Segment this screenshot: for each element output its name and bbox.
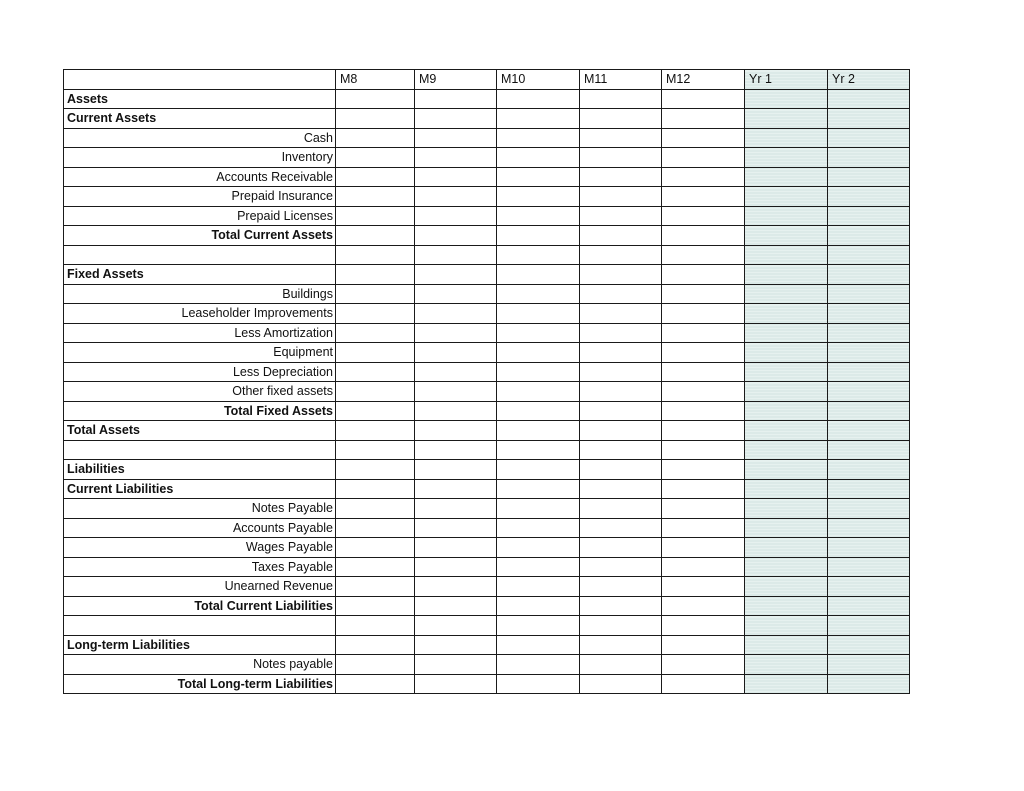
value-cell-yr-2[interactable] (828, 460, 910, 480)
value-cell-yr-1[interactable] (745, 402, 828, 421)
value-cell-m12[interactable] (662, 207, 745, 226)
value-cell-yr-2[interactable] (828, 538, 910, 558)
value-cell-m9[interactable] (415, 363, 497, 382)
value-cell-m10[interactable] (497, 441, 580, 460)
value-cell-m11[interactable] (580, 187, 662, 207)
row-label-notes-payable[interactable]: Notes payable (64, 655, 336, 675)
value-cell-yr-2[interactable] (828, 519, 910, 538)
value-cell-m12[interactable] (662, 480, 745, 499)
value-cell-m9[interactable] (415, 324, 497, 343)
table-row (64, 538, 910, 558)
value-cell-m10[interactable] (497, 382, 580, 402)
value-cell-m9[interactable] (415, 187, 497, 207)
row-label-prepaid-licenses[interactable]: Prepaid Licenses (64, 207, 336, 226)
value-cell-m9[interactable] (415, 285, 497, 304)
table-row (64, 421, 910, 441)
row-label-other-fixed-assets[interactable]: Other fixed assets (64, 382, 336, 402)
value-cell-yr-1[interactable] (745, 304, 828, 324)
value-cell-m11[interactable] (580, 519, 662, 538)
value-cell-yr-1[interactable] (745, 129, 828, 148)
value-cell-yr-2[interactable] (828, 246, 910, 265)
value-cell-yr-2[interactable] (828, 402, 910, 421)
value-cell-yr-1[interactable] (745, 324, 828, 343)
value-cell-m9[interactable] (415, 616, 497, 636)
value-cell-m11[interactable] (580, 129, 662, 148)
value-cell-m8[interactable] (336, 538, 415, 558)
row-label-total-fixed-assets[interactable]: Total Fixed Assets (64, 402, 336, 421)
value-cell-m11[interactable] (580, 441, 662, 460)
value-cell-m8[interactable] (336, 558, 415, 577)
value-cell-yr-1[interactable] (745, 636, 828, 655)
value-cell-m8[interactable] (336, 460, 415, 480)
table-row (64, 148, 910, 168)
value-cell-yr-2[interactable] (828, 90, 910, 109)
value-cell-yr-1[interactable] (745, 148, 828, 168)
value-cell-yr-2[interactable] (828, 343, 910, 363)
value-cell-m9[interactable] (415, 577, 497, 597)
row-label-empty[interactable] (64, 246, 336, 265)
value-cell-yr-2[interactable] (828, 597, 910, 616)
row-label-fixed-assets[interactable]: Fixed Assets (64, 265, 336, 285)
row-label-less-amortization[interactable]: Less Amortization (64, 324, 336, 343)
value-cell-m9[interactable] (415, 597, 497, 616)
table-row (64, 460, 910, 480)
value-cell-yr-1[interactable] (745, 538, 828, 558)
value-cell-m12[interactable] (662, 226, 745, 246)
row-label-wages-payable[interactable]: Wages Payable (64, 538, 336, 558)
value-cell-m8[interactable] (336, 304, 415, 324)
table-row (64, 90, 910, 109)
table-row (64, 499, 910, 519)
table-row (64, 324, 910, 343)
table-row (64, 343, 910, 363)
table-row (64, 480, 910, 499)
table-row (64, 226, 910, 246)
value-cell-m10[interactable] (497, 636, 580, 655)
row-label-empty[interactable] (64, 616, 336, 636)
value-cell-yr-2[interactable] (828, 577, 910, 597)
row-label-liabilities[interactable]: Liabilities (64, 460, 336, 480)
row-label-current-assets[interactable]: Current Assets (64, 109, 336, 129)
value-cell-m9[interactable] (415, 441, 497, 460)
column-header-m12[interactable]: M12 (662, 70, 745, 90)
value-cell-m9[interactable] (415, 558, 497, 577)
header-row (64, 70, 910, 90)
value-cell-yr-2[interactable] (828, 363, 910, 382)
value-cell-m10[interactable] (497, 207, 580, 226)
value-cell-yr-2[interactable] (828, 655, 910, 675)
value-cell-m9[interactable] (415, 402, 497, 421)
value-cell-m12[interactable] (662, 304, 745, 324)
value-cell-m8[interactable] (336, 285, 415, 304)
value-cell-m11[interactable] (580, 499, 662, 519)
value-cell-m11[interactable] (580, 402, 662, 421)
column-header-yr-2[interactable]: Yr 2 (828, 70, 910, 90)
value-cell-m10[interactable] (497, 148, 580, 168)
value-cell-m12[interactable] (662, 460, 745, 480)
value-cell-yr-2[interactable] (828, 441, 910, 460)
row-label-total-current-liabilities[interactable]: Total Current Liabilities (64, 597, 336, 616)
value-cell-m11[interactable] (580, 285, 662, 304)
value-cell-m12[interactable] (662, 265, 745, 285)
value-cell-m10[interactable] (497, 304, 580, 324)
value-cell-m10[interactable] (497, 109, 580, 129)
value-cell-m11[interactable] (580, 636, 662, 655)
value-cell-m10[interactable] (497, 246, 580, 265)
value-cell-yr-2[interactable] (828, 480, 910, 499)
value-cell-m9[interactable] (415, 304, 497, 324)
value-cell-yr-1[interactable] (745, 558, 828, 577)
value-cell-m11[interactable] (580, 324, 662, 343)
value-cell-m11[interactable] (580, 597, 662, 616)
value-cell-m9[interactable] (415, 226, 497, 246)
table-row (64, 519, 910, 538)
value-cell-yr-1[interactable] (745, 168, 828, 187)
value-cell-m8[interactable] (336, 90, 415, 109)
value-cell-m9[interactable] (415, 421, 497, 441)
value-cell-yr-2[interactable] (828, 187, 910, 207)
table-row (64, 363, 910, 382)
value-cell-m12[interactable] (662, 421, 745, 441)
value-cell-m11[interactable] (580, 148, 662, 168)
value-cell-m12[interactable] (662, 324, 745, 343)
value-cell-m12[interactable] (662, 109, 745, 129)
value-cell-m10[interactable] (497, 324, 580, 343)
value-cell-m11[interactable] (580, 538, 662, 558)
value-cell-m8[interactable] (336, 343, 415, 363)
table-row (64, 441, 910, 460)
value-cell-m12[interactable] (662, 519, 745, 538)
value-cell-m12[interactable] (662, 363, 745, 382)
value-cell-m8[interactable] (336, 402, 415, 421)
value-cell-m9[interactable] (415, 168, 497, 187)
value-cell-m10[interactable] (497, 538, 580, 558)
value-cell-m8[interactable] (336, 675, 415, 694)
value-cell-m10[interactable] (497, 129, 580, 148)
value-cell-m12[interactable] (662, 616, 745, 636)
value-cell-m9[interactable] (415, 636, 497, 655)
value-cell-yr-1[interactable] (745, 382, 828, 402)
value-cell-m10[interactable] (497, 168, 580, 187)
value-cell-yr-1[interactable] (745, 246, 828, 265)
value-cell-m10[interactable] (497, 597, 580, 616)
value-cell-m8[interactable] (336, 597, 415, 616)
value-cell-m10[interactable] (497, 187, 580, 207)
row-label-total-current-assets[interactable]: Total Current Assets (64, 226, 336, 246)
table-row (64, 597, 910, 616)
row-label-empty[interactable] (64, 441, 336, 460)
row-label-inventory[interactable]: Inventory (64, 148, 336, 168)
row-label-current-liabilities[interactable]: Current Liabilities (64, 480, 336, 499)
value-cell-m11[interactable] (580, 421, 662, 441)
value-cell-m8[interactable] (336, 441, 415, 460)
column-header-m8[interactable]: M8 (336, 70, 415, 90)
column-header-m9[interactable]: M9 (415, 70, 497, 90)
value-cell-yr-2[interactable] (828, 226, 910, 246)
value-cell-m11[interactable] (580, 480, 662, 499)
value-cell-yr-1[interactable] (745, 460, 828, 480)
value-cell-yr-2[interactable] (828, 324, 910, 343)
row-label-accounts-payable[interactable]: Accounts Payable (64, 519, 336, 538)
value-cell-m10[interactable] (497, 265, 580, 285)
value-cell-m12[interactable] (662, 343, 745, 363)
table-row (64, 558, 910, 577)
row-label-assets[interactable]: Assets (64, 90, 336, 109)
row-label-cash[interactable]: Cash (64, 129, 336, 148)
value-cell-m9[interactable] (415, 382, 497, 402)
table-row (64, 129, 910, 148)
table-row (64, 265, 910, 285)
value-cell-yr-1[interactable] (745, 207, 828, 226)
value-cell-yr-2[interactable] (828, 168, 910, 187)
value-cell-m8[interactable] (336, 168, 415, 187)
value-cell-m11[interactable] (580, 246, 662, 265)
value-cell-m12[interactable] (662, 168, 745, 187)
value-cell-yr-2[interactable] (828, 636, 910, 655)
value-cell-m11[interactable] (580, 616, 662, 636)
value-cell-m10[interactable] (497, 558, 580, 577)
table-row (64, 109, 910, 129)
table-row (64, 246, 910, 265)
value-cell-yr-1[interactable] (745, 655, 828, 675)
value-cell-yr-2[interactable] (828, 558, 910, 577)
row-label-total-assets[interactable]: Total Assets (64, 421, 336, 441)
value-cell-yr-1[interactable] (745, 480, 828, 499)
value-cell-m8[interactable] (336, 324, 415, 343)
value-cell-yr-2[interactable] (828, 265, 910, 285)
row-label-total-long-term-liabilities[interactable]: Total Long-term Liabilities (64, 675, 336, 694)
value-cell-m12[interactable] (662, 246, 745, 265)
value-cell-m10[interactable] (497, 421, 580, 441)
row-label-taxes-payable[interactable]: Taxes Payable (64, 558, 336, 577)
value-cell-m9[interactable] (415, 343, 497, 363)
value-cell-yr-1[interactable] (745, 616, 828, 636)
value-cell-m8[interactable] (336, 480, 415, 499)
table-row (64, 285, 910, 304)
value-cell-m9[interactable] (415, 129, 497, 148)
value-cell-m8[interactable] (336, 109, 415, 129)
value-cell-yr-2[interactable] (828, 675, 910, 694)
value-cell-m9[interactable] (415, 460, 497, 480)
value-cell-m8[interactable] (336, 499, 415, 519)
column-header-m10[interactable]: M10 (497, 70, 580, 90)
value-cell-yr-2[interactable] (828, 285, 910, 304)
value-cell-m9[interactable] (415, 148, 497, 168)
header-corner-cell[interactable] (64, 70, 336, 90)
value-cell-m10[interactable] (497, 90, 580, 109)
value-cell-m9[interactable] (415, 675, 497, 694)
table-row (64, 577, 910, 597)
value-cell-m8[interactable] (336, 129, 415, 148)
value-cell-m8[interactable] (336, 187, 415, 207)
value-cell-m9[interactable] (415, 499, 497, 519)
value-cell-yr-1[interactable] (745, 187, 828, 207)
value-cell-m11[interactable] (580, 343, 662, 363)
value-cell-m8[interactable] (336, 148, 415, 168)
value-cell-m11[interactable] (580, 304, 662, 324)
value-cell-m12[interactable] (662, 129, 745, 148)
value-cell-yr-1[interactable] (745, 343, 828, 363)
value-cell-m12[interactable] (662, 402, 745, 421)
value-cell-m9[interactable] (415, 480, 497, 499)
value-cell-m10[interactable] (497, 480, 580, 499)
column-header-m11[interactable]: M11 (580, 70, 662, 90)
value-cell-m11[interactable] (580, 109, 662, 129)
value-cell-m11[interactable] (580, 363, 662, 382)
value-cell-m10[interactable] (497, 285, 580, 304)
balance-sheet-table (63, 69, 910, 694)
value-cell-m10[interactable] (497, 499, 580, 519)
value-cell-m10[interactable] (497, 343, 580, 363)
value-cell-yr-2[interactable] (828, 304, 910, 324)
value-cell-m11[interactable] (580, 226, 662, 246)
value-cell-m10[interactable] (497, 675, 580, 694)
value-cell-m12[interactable] (662, 499, 745, 519)
value-cell-m12[interactable] (662, 577, 745, 597)
value-cell-m11[interactable] (580, 558, 662, 577)
value-cell-m8[interactable] (336, 246, 415, 265)
value-cell-m11[interactable] (580, 655, 662, 675)
value-cell-m9[interactable] (415, 246, 497, 265)
value-cell-m10[interactable] (497, 402, 580, 421)
value-cell-yr-2[interactable] (828, 382, 910, 402)
value-cell-m12[interactable] (662, 655, 745, 675)
value-cell-m12[interactable] (662, 538, 745, 558)
row-label-prepaid-insurance[interactable]: Prepaid Insurance (64, 187, 336, 207)
table-row (64, 207, 910, 226)
value-cell-m8[interactable] (336, 226, 415, 246)
value-cell-m10[interactable] (497, 577, 580, 597)
value-cell-m8[interactable] (336, 207, 415, 226)
value-cell-m12[interactable] (662, 636, 745, 655)
value-cell-yr-1[interactable] (745, 499, 828, 519)
value-cell-yr-1[interactable] (745, 441, 828, 460)
value-cell-m8[interactable] (336, 421, 415, 441)
row-label-equipment[interactable]: Equipment (64, 343, 336, 363)
table-row (64, 616, 910, 636)
table-row (64, 187, 910, 207)
value-cell-m11[interactable] (580, 207, 662, 226)
value-cell-m12[interactable] (662, 441, 745, 460)
value-cell-m8[interactable] (336, 363, 415, 382)
value-cell-yr-1[interactable] (745, 363, 828, 382)
value-cell-m11[interactable] (580, 460, 662, 480)
table-row (64, 304, 910, 324)
value-cell-m8[interactable] (336, 636, 415, 655)
value-cell-yr-1[interactable] (745, 519, 828, 538)
value-cell-yr-1[interactable] (745, 109, 828, 129)
value-cell-m11[interactable] (580, 577, 662, 597)
value-cell-m12[interactable] (662, 382, 745, 402)
value-cell-yr-2[interactable] (828, 207, 910, 226)
value-cell-yr-2[interactable] (828, 148, 910, 168)
value-cell-yr-1[interactable] (745, 597, 828, 616)
value-cell-m12[interactable] (662, 675, 745, 694)
value-cell-m10[interactable] (497, 616, 580, 636)
table-row (64, 636, 910, 655)
value-cell-m8[interactable] (336, 519, 415, 538)
value-cell-m12[interactable] (662, 597, 745, 616)
value-cell-m10[interactable] (497, 519, 580, 538)
column-header-yr-1[interactable]: Yr 1 (745, 70, 828, 90)
value-cell-m11[interactable] (580, 168, 662, 187)
value-cell-yr-2[interactable] (828, 129, 910, 148)
row-label-buildings[interactable]: Buildings (64, 285, 336, 304)
value-cell-m11[interactable] (580, 382, 662, 402)
value-cell-yr-1[interactable] (745, 90, 828, 109)
value-cell-m9[interactable] (415, 519, 497, 538)
value-cell-m9[interactable] (415, 538, 497, 558)
row-label-long-term-liabilities[interactable]: Long-term Liabilities (64, 636, 336, 655)
row-label-notes-payable[interactable]: Notes Payable (64, 499, 336, 519)
value-cell-m12[interactable] (662, 285, 745, 304)
value-cell-m11[interactable] (580, 675, 662, 694)
value-cell-m9[interactable] (415, 207, 497, 226)
value-cell-yr-1[interactable] (745, 265, 828, 285)
value-cell-m12[interactable] (662, 187, 745, 207)
value-cell-m9[interactable] (415, 655, 497, 675)
value-cell-m8[interactable] (336, 265, 415, 285)
row-label-unearned-revenue[interactable]: Unearned Revenue (64, 577, 336, 597)
table-row (64, 382, 910, 402)
row-label-accounts-receivable[interactable]: Accounts Receivable (64, 168, 336, 187)
table-row (64, 655, 910, 675)
table-row (64, 168, 910, 187)
value-cell-yr-1[interactable] (745, 285, 828, 304)
value-cell-m12[interactable] (662, 90, 745, 109)
value-cell-yr-1[interactable] (745, 675, 828, 694)
value-cell-yr-1[interactable] (745, 577, 828, 597)
value-cell-m10[interactable] (497, 363, 580, 382)
value-cell-yr-2[interactable] (828, 109, 910, 129)
value-cell-m10[interactable] (497, 226, 580, 246)
table-row (64, 402, 910, 421)
value-cell-m12[interactable] (662, 558, 745, 577)
value-cell-m11[interactable] (580, 90, 662, 109)
value-cell-yr-2[interactable] (828, 616, 910, 636)
value-cell-m9[interactable] (415, 109, 497, 129)
row-label-leaseholder-improvements[interactable]: Leaseholder Improvements (64, 304, 336, 324)
value-cell-yr-1[interactable] (745, 421, 828, 441)
value-cell-yr-2[interactable] (828, 421, 910, 441)
value-cell-m12[interactable] (662, 148, 745, 168)
value-cell-m8[interactable] (336, 382, 415, 402)
value-cell-yr-1[interactable] (745, 226, 828, 246)
value-cell-m8[interactable] (336, 577, 415, 597)
value-cell-m8[interactable] (336, 616, 415, 636)
value-cell-m10[interactable] (497, 655, 580, 675)
value-cell-m8[interactable] (336, 655, 415, 675)
value-cell-m10[interactable] (497, 460, 580, 480)
value-cell-m11[interactable] (580, 265, 662, 285)
value-cell-m9[interactable] (415, 265, 497, 285)
value-cell-m9[interactable] (415, 90, 497, 109)
value-cell-yr-2[interactable] (828, 499, 910, 519)
table-row (64, 675, 910, 694)
row-label-less-depreciation[interactable]: Less Depreciation (64, 363, 336, 382)
